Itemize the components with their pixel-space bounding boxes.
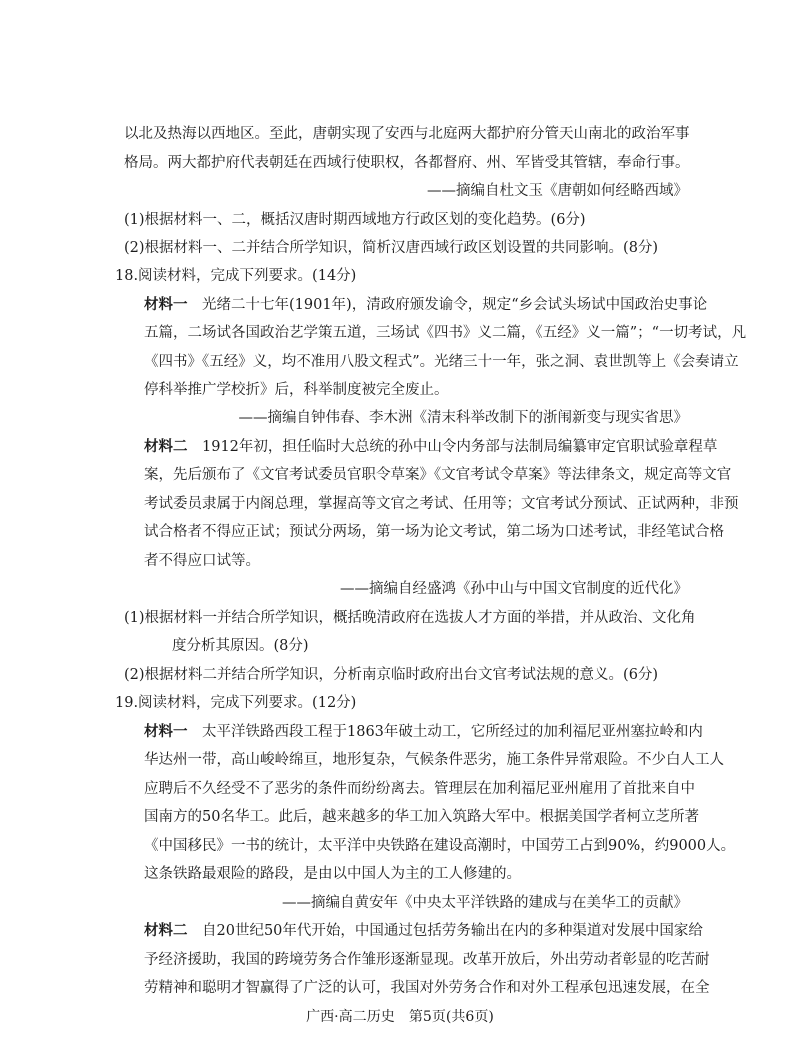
q17-subquestion-1: (1)根据材料一、二，概括汉唐时期西域地方行政区划的变化趋势。(6分) bbox=[124, 212, 586, 228]
q18-material-1-line: 停科举推广学校折》后，科举制度被完全废止。 bbox=[144, 382, 449, 398]
q18-material-2-line: 考试委员隶属于内阁总理，掌握高等文官之考试、任用等；文官考试分预试、正试两种，非预 bbox=[144, 496, 739, 512]
q19-heading: 19.阅读材料，完成下列要求。(12分) bbox=[115, 695, 357, 711]
q18-material-2-source: ——摘编自经盛鸿《孙中山与中国文官制度的近代化》 bbox=[340, 581, 688, 597]
q19-material-2-label: 材料二 bbox=[144, 923, 188, 939]
q19-material-1-line: 国南方的50名华工。此后，越来越多的华工加入筑路大军中。根据美国学者柯立芝所著 bbox=[144, 809, 699, 825]
q18-material-2-label: 材料二 bbox=[144, 439, 188, 455]
q17-text-line-1: 以北及热海以西地区。至此，唐朝实现了安西与北庭两大都护府分管天山南北的政治军事 bbox=[124, 126, 690, 142]
q18-subquestion-1-cont: 度分析其原因。(8分) bbox=[172, 638, 309, 654]
q19-material-1-line: 华达州一带，高山峻岭绵亘，地形复杂，气候条件恶劣，施工条件异常艰险。不少白人工人 bbox=[144, 752, 724, 768]
q18-subquestion-1: (1)根据材料一并结合所学知识，概括晚清政府在选拔人才方面的举措，并从政治、文化角 bbox=[124, 610, 696, 626]
q19-material-1-line: 《中国移民》一书的统计，太平洋中央铁路在建设高潮时，中国劳工占到90%，约9000人。 bbox=[144, 838, 736, 854]
page-footer: 广西·高二历史 第5页(共6页) bbox=[306, 1009, 494, 1025]
q18-material-1-label: 材料一 bbox=[144, 297, 188, 313]
q19-material-1-line: 应聘后不久经受不了恶劣的条件而纷纷离去。管理层在加利福尼亚州雇用了首批来自中 bbox=[144, 781, 695, 797]
q18-material-1-line: 五篇，二场试各国政治艺学策五道，三场试《四书》义二篇，《五经》义一篇”；“一切考试，凡 bbox=[144, 325, 747, 341]
q19-material-2-line: 自20世纪50年代开始，中国通过包括劳务输出在内的多种渠道对发展中国家给 bbox=[202, 923, 703, 939]
q17-subquestion-2: (2)根据材料一、二并结合所学知识，简析汉唐西域行政区划设置的共同影响。(8分) bbox=[124, 240, 659, 256]
q18-material-2-line: 者不得应口试等。 bbox=[144, 553, 260, 569]
q19-material-2-line: 劳精神和聪明才智赢得了广泛的认可，我国对外劳务合作和对外工程承包迅速发展，在全 bbox=[144, 980, 710, 996]
q19-material-1-label: 材料一 bbox=[144, 724, 188, 740]
q19-material-1-line: 这条铁路最艰险的路段，是由以中国人为主的工人修建的。 bbox=[144, 866, 521, 882]
q18-subquestion-2: (2)根据材料二并结合所学知识，分析南京临时政府出台文官考试法规的意义。(6分) bbox=[124, 667, 659, 683]
q18-material-2-line: 试合格者不得应正试；预试分两场，第一场为论文考试，第二场为口述考试，非经笔试合格 bbox=[144, 524, 724, 540]
q17-source: ——摘编自杜文玉《唐朝如何经略西域》 bbox=[427, 183, 688, 199]
q18-material-2-line: 1912年初，担任临时大总统的孙中山令内务部与法制局编纂审定官职试验章程草 bbox=[202, 439, 718, 455]
q17-text-line-2: 格局。两大都护府代表朝廷在西域行使职权，各都督府、州、军皆受其管辖，奉命行事。 bbox=[124, 155, 690, 171]
q18-material-1-line: 光绪二十七年(1901年)，清政府颁发谕令，规定“乡会试头场试中国政治史事论 bbox=[202, 297, 708, 313]
q18-material-2-line: 案，先后颁布了《文官考试委员官职令草案》《文官考试令草案》等法律条文，规定高等文官 bbox=[144, 467, 732, 483]
q18-heading: 18.阅读材料，完成下列要求。(14分) bbox=[115, 268, 357, 284]
q18-material-1-line: 《四书》《五经》义，均不准用八股文程式”。光绪三十一年，张之洞、袁世凯等上《会奏请立 bbox=[144, 354, 739, 370]
q18-material-1-source: ——摘编自钟伟春、李木洲《清末科举改制下的浙闱新变与现实省思》 bbox=[238, 410, 688, 426]
q19-material-2-line: 予经济援助，我国的跨境劳务合作雏形逐渐显现。改革开放后，外出劳动者彰显的吃苦耐 bbox=[144, 952, 710, 968]
q19-material-1-source: ——摘编自黄安年《中央太平洋铁路的建成与在美华工的贡献》 bbox=[282, 895, 688, 911]
q19-material-1-line: 太平洋铁路西段工程于1863年破土动工，它所经过的加利福尼亚州塞拉岭和内 bbox=[202, 724, 703, 740]
